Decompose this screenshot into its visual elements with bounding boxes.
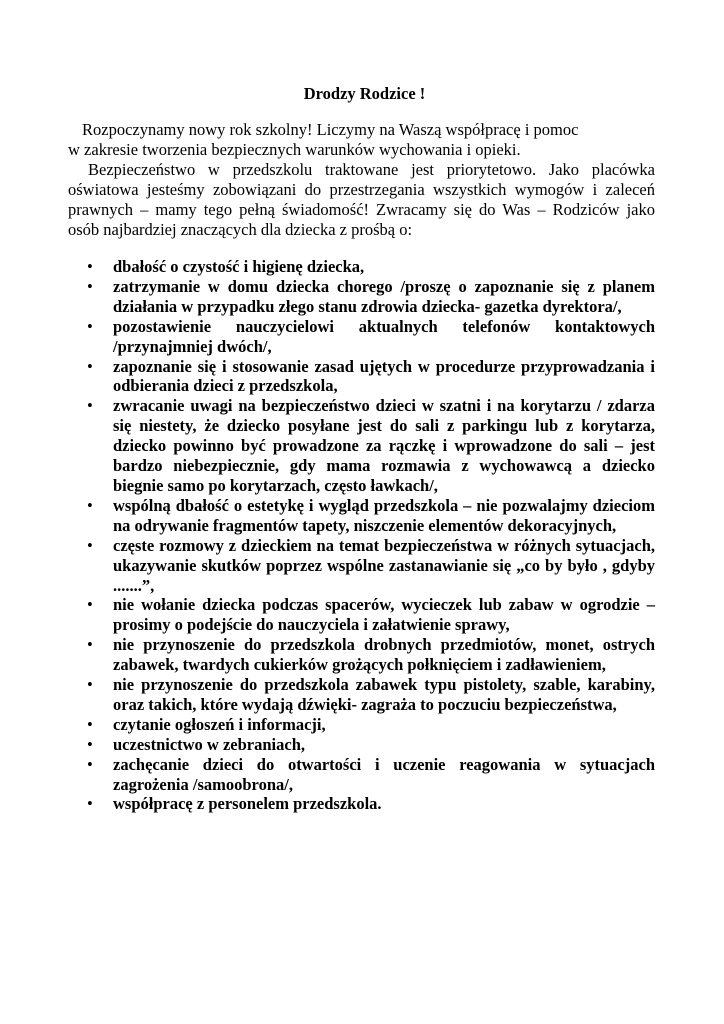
list-item [68, 735, 655, 755]
list-item-text: nie przynoszenie do przedszkola drobnych przedmiotów, monet, ostrych zabawek, twardych cukierków grożących połknięciem i zadławieniem, [113, 635, 655, 675]
letter-title: Drodzy Rodzice ! [303, 84, 426, 103]
list-item-text: zachęcanie dzieci do otwartości i uczenie reagowania w sytuacjach zagrożenia /samoobrona/, [113, 754, 655, 794]
bullet-icon: • [87, 396, 93, 416]
list-item [68, 675, 655, 715]
intro-paragraph [68, 120, 655, 240]
bullet-icon: • [87, 734, 93, 754]
list-item [68, 396, 655, 496]
list-item [68, 635, 655, 675]
list-item [68, 595, 655, 635]
bullet-icon: • [87, 794, 93, 814]
list-item [68, 496, 655, 536]
list-item [68, 794, 655, 814]
list-item-text: nie przynoszenie do przedszkola zabawek typu pistolety, szable, karabiny, oraz takich, które wydają dźwięki- zagraża to poczuciu bezpieczeństwa, [113, 675, 655, 714]
bullet-icon: • [87, 635, 93, 655]
intro-paragraph-2: Bezpieczeństwo w przedszkolu traktowane jest priorytetowo. Jako placówka oświatowa jesteśmy zobowiązani do przestrzegania wszystkich wymogów i zaleceń prawnych – mamy tego pełną świadomość! Zwracamy się do Was – Rodziców jako osób najbardziej znaczących dla dziecka z prośbą o: [68, 160, 655, 239]
bullet-icon: • [87, 595, 93, 615]
list-item [68, 715, 655, 735]
list-item-text: współpracę z personelem przedszkola. [113, 794, 382, 814]
bullet-icon: • [87, 276, 93, 296]
list-item-text: zatrzymanie w domu dziecka chorego /proszę o zapoznanie się z planem działania w przypadku złego stanu zdrowia dziecka- gazetka dyrektora/, [113, 276, 655, 316]
list-item-text: zapoznanie się i stosowanie zasad ujętych w procedurze przyprowadzania i odbierania dzieci z przedszkola, [113, 356, 655, 396]
list-item [68, 755, 655, 795]
intro-line-1: Rozpoczynamy nowy rok szkolny! Liczymy na Waszą współpracę i pomoc [82, 120, 579, 139]
bullet-icon: • [87, 356, 93, 376]
list-item [68, 536, 655, 596]
bullet-icon: • [87, 675, 93, 695]
list-item [68, 277, 655, 317]
list-item-text: czytanie ogłoszeń i informacji, [113, 714, 326, 734]
requests-list [68, 257, 655, 814]
intro-line-2: w zakresie tworzenia bezpiecznych warunków wychowania i opieki. [68, 140, 521, 159]
list-item-text: zwracanie uwagi na bezpieczeństwo dzieci w szatni i na korytarzu / zdarza się niestety, że dziecko posyłane jest do sali z parkingu lub z korytarza, dziecko powinno być prowadzone za rączkę i wprowadzone do sali – jest bardzo niebezpiecznie, gdy mama rozmawia z wychowawcą a dziecko biegnie samo po korytarzach, często ławkach/, [113, 396, 655, 495]
list-item [68, 257, 655, 277]
bullet-icon: • [87, 754, 93, 774]
list-item-text: nie wołanie dziecka podczas spacerów, wycieczek lub zabaw w ogrodzie – prosimy o podejście do nauczyciela i załatwienie sprawy, [113, 595, 655, 635]
bullet-icon: • [87, 714, 93, 734]
bullet-icon: • [87, 535, 93, 555]
list-item-text: pozostawienie nauczycielowi aktualnych telefonów kontaktowych /przynajmniej dwóch/, [113, 316, 655, 356]
bullet-icon: • [87, 257, 93, 276]
document-page [68, 84, 655, 814]
list-item-text: dbałość o czystość i higienę dziecka, [113, 257, 365, 276]
list-item-text: częste rozmowy z dzieckiem na temat bezpieczeństwa w różnych sytuacjach, ukazywanie skutków poprzez wspólne zastanawianie się „co by było , gdyby .......”, [113, 535, 655, 595]
list-item [68, 357, 655, 397]
list-item-text: wspólną dbałość o estetykę i wygląd przedszkola – nie pozwalajmy dzieciom na odrywanie fragmentów tapety, niszczenie elementów dekoracyjnych, [113, 495, 655, 535]
bullet-icon: • [87, 316, 93, 336]
list-item [68, 317, 655, 357]
bullet-icon: • [87, 495, 93, 515]
list-item-text: uczestnictwo w zebraniach, [113, 734, 306, 754]
